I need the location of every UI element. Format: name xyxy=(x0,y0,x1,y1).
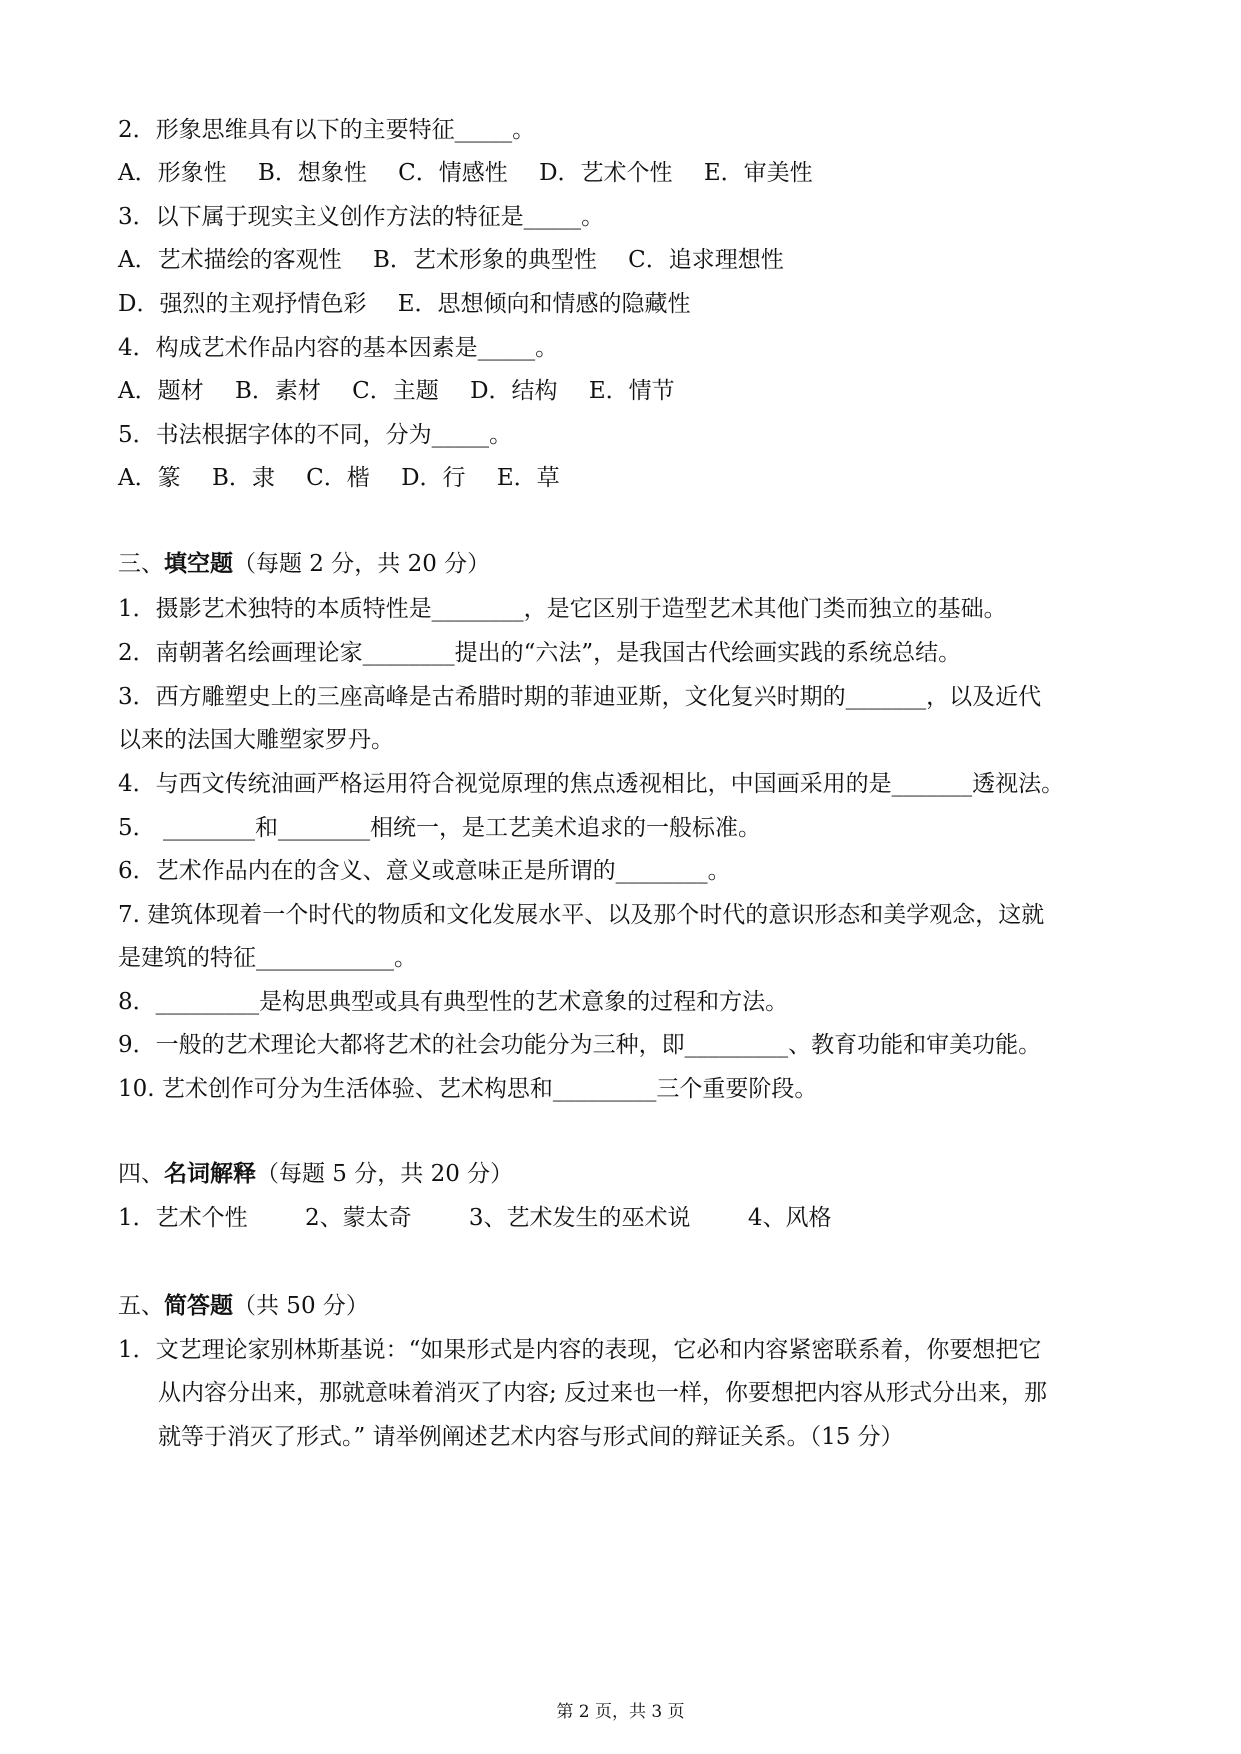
option-d: D．行 xyxy=(401,465,466,491)
mc-question-4-stem: 4．构成艺术作品内容的基本因素是_____。 xyxy=(118,335,559,361)
option-b: B．隶 xyxy=(211,465,275,491)
section-title: 填空题 xyxy=(164,550,233,577)
page-footer: 第 2 页，共 3 页 xyxy=(556,1702,685,1722)
option-e: E．审美性 xyxy=(703,160,813,186)
option-e: E．草 xyxy=(496,465,560,491)
section-prefix: 三、 xyxy=(118,551,164,577)
option-a: A．篆 xyxy=(118,465,181,491)
term-items xyxy=(118,1201,1131,1235)
fill-blank-line: 8．_________是构思典型或具有典型性的艺术意象的过程和方法。 xyxy=(118,989,789,1015)
option-c: C．楷 xyxy=(306,465,370,491)
term-item: 3、艺术发生的巫术说 xyxy=(468,1205,691,1231)
section-3-heading xyxy=(118,547,1131,581)
fill-blank-line: 7. 建筑体现着一个时代的物质和文化发展水平、以及那个时代的意识形态和美学观念，这就 xyxy=(118,902,1045,928)
option-c: C．情感性 xyxy=(398,160,508,186)
mc-question-3-options-line2 xyxy=(118,287,1131,321)
fill-blank-line: 1．摄影艺术独特的本质特性是________，是它区别于造型艺术其他门类而独立的基础。 xyxy=(118,596,1007,622)
mc-question-4-options xyxy=(118,374,1131,408)
term-item: 4、风格 xyxy=(747,1205,832,1231)
section-5-heading xyxy=(118,1289,1131,1323)
fill-blank-line: 9．一般的艺术理论大都将艺术的社会功能分为三种，即_________、教育功能和审美功能。 xyxy=(118,1032,1042,1058)
fill-blank-line: 以来的法国大雕塑家罗丹。 xyxy=(118,727,394,753)
option-d: D．结构 xyxy=(470,378,558,404)
term-item: 1．艺术个性 xyxy=(118,1205,248,1231)
short-answer-q1-line1: 1．文艺理论家别林斯基说：“如果形式是内容的表现，它必和内容紧密联系着，你要想把它 xyxy=(118,1337,1042,1363)
mc-question-3-options-line1 xyxy=(118,243,1131,277)
option-e: E．情节 xyxy=(588,378,675,404)
section-note: （共 50 分） xyxy=(233,1293,369,1319)
option-b: B．素材 xyxy=(234,378,321,404)
term-item: 2、蒙太奇 xyxy=(304,1205,412,1231)
mc-question-2-stem: 2．形象思维具有以下的主要特征_____。 xyxy=(118,117,536,143)
option-b: B．艺术形象的典型性 xyxy=(372,247,597,273)
option-a: A．形象性 xyxy=(118,160,227,186)
section-prefix: 四、 xyxy=(118,1161,164,1187)
fill-blank-line: 10. 艺术创作可分为生活体验、艺术构思和_________三个重要阶段。 xyxy=(118,1076,818,1102)
section-4-heading xyxy=(118,1157,1131,1191)
fill-blank-line: 4．与西文传统油画严格运用符合视觉原理的焦点透视相比，中国画采用的是_______透视法。 xyxy=(118,771,1065,797)
fill-blank-line: 3．西方雕塑史上的三座高峰是古希腊时期的菲迪亚斯，文化复兴时期的_______，以及近代 xyxy=(118,684,1042,710)
fill-blank-line: 5． ________和________相统一，是工艺美术追求的一般标准。 xyxy=(118,815,761,841)
mc-question-2-options xyxy=(118,156,1131,190)
option-a: A．艺术描绘的客观性 xyxy=(118,247,342,273)
fill-blank-line: 是建筑的特征____________。 xyxy=(118,945,417,971)
option-c: C．主题 xyxy=(352,378,439,404)
section-note: （每题 2 分，共 20 分） xyxy=(233,551,491,577)
mc-question-5-stem: 5．书法根据字体的不同，分为_____。 xyxy=(118,422,513,448)
option-a: A．题材 xyxy=(118,378,204,404)
section-prefix: 五、 xyxy=(118,1293,164,1319)
option-c: C．追求理想性 xyxy=(628,247,784,273)
short-answer-q1-line2: 从内容分出来，那就意味着消灭了内容; 反过来也一样，你要想把内容从形式分出来，那 xyxy=(158,1380,1048,1406)
option-d: D．艺术个性 xyxy=(539,160,673,186)
fill-blank-line: 6．艺术作品内在的含义、意义或意味正是所谓的________。 xyxy=(118,858,731,884)
option-d: D．强烈的主观抒情色彩 xyxy=(118,291,367,317)
option-b: B．想象性 xyxy=(257,160,367,186)
option-e: E．思想倾向和情感的隐藏性 xyxy=(397,291,691,317)
mc-question-5-options xyxy=(118,461,1131,495)
short-answer-q1-line3: 就等于消灭了形式。” 请举例阐述艺术内容与形式间的辩证关系。（15 分） xyxy=(158,1424,904,1450)
section-title: 名词解释 xyxy=(164,1160,256,1187)
section-title: 简答题 xyxy=(164,1292,233,1319)
section-note: （每题 5 分，共 20 分） xyxy=(256,1161,514,1187)
fill-blank-line: 2．南朝著名绘画理论家________提出的“六法”，是我国古代绘画实践的系统总结。 xyxy=(118,640,962,666)
mc-question-3-stem: 3．以下属于现实主义创作方法的特征是_____。 xyxy=(118,204,605,230)
